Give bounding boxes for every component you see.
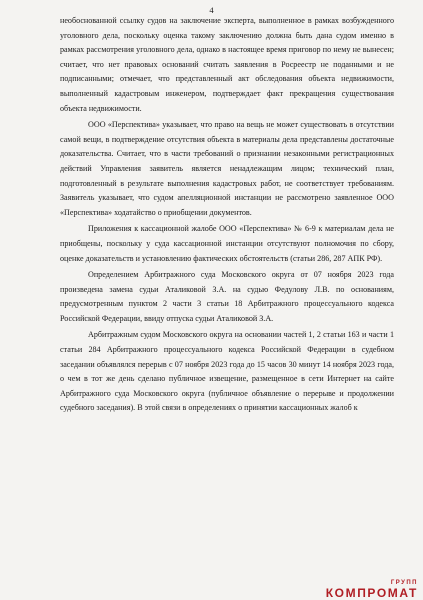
paragraph-continuation: необоснованной ссылку судов на заключение эксперта, выполненное в рамках возбужденного уголовного дела, поскольку оценка такому заключению должна быть дана судом именно в рамках рассмотрения уголовного дела, однако в настоящее время приговор по нему не вынесен; считает, что нет правовых оснований считать заявления в Росреестр не поданными и не подписанными; отмечает, что представленный акт обследования объекта недвижимости, выполненный кадастровым инженером, подтверждает факт прекращения существования объекта недвижимости.: [60, 16, 394, 113]
paragraph-attachments: Приложения к кассационной жалобе ООО «Перспектива» № 6-9 к материалам дела не приобщены, поскольку у суда кассационной инстанции отсутствуют полномочия по сбору, оценке доказательств и установлению фактических обстоятельств (статьи 286, 287 АПК РФ).: [60, 224, 394, 263]
document-body: [60, 14, 394, 416]
watermark-name: КОМПРОМАТ: [325, 586, 418, 600]
page-number: 4: [209, 5, 214, 15]
paragraph-recess: Арбитражным судом Московского округа на основании частей 1, 2 статьи 163 и части 1 статьи 284 Арбитражного процессуального кодекса Российской Федерации в судебном заседании объявлялся перерыв с 07 ноября 2023 года до 15 часов 30 минут 14 ноября 2023 года, о чем в тот же день сделано публичное извещение, размещенное в сети Интернет на сайте Арбитражного суда Московского округа (публичное объявление о перерыве и продолжении судебного заседания). В этой связи в определениях о принятии кассационных жалоб к: [60, 330, 394, 413]
watermark-logo: [325, 580, 418, 600]
watermark-group-label: ГРУПП: [390, 580, 418, 586]
paragraph-judge-replacement: Определением Арбитражного суда Московского округа от 07 ноября 2023 года произведена замена судьи Аталиковой З.А. на судью Федулову Л.В. по основаниям, предусмотренным пунктом 2 части 3 статьи 18 Арбитражного процессуального кодекса Российской Федерации, ввиду отпуска судьи Аталиковой З.А.: [60, 270, 394, 323]
paragraph-perspektiva-argument: ООО «Перспектива» указывает, что право на вещь не может существовать в отсутствии самой вещи, в подтверждение отсутствия объекта в материалы дела представлены достаточные доказательства. Считает, что в части требований о признании незаконными регистрационных действий Управления заявитель является ненадлежащим лицом; технический план, подготовленный в результате выполнения кадастровых работ, не соответствует требованиям. Заявитель указывает, что судом апелляционной инстанции не рассмотрено заявленное ООО «Перспектива» ходатайство о приобщении документов.: [60, 120, 394, 217]
